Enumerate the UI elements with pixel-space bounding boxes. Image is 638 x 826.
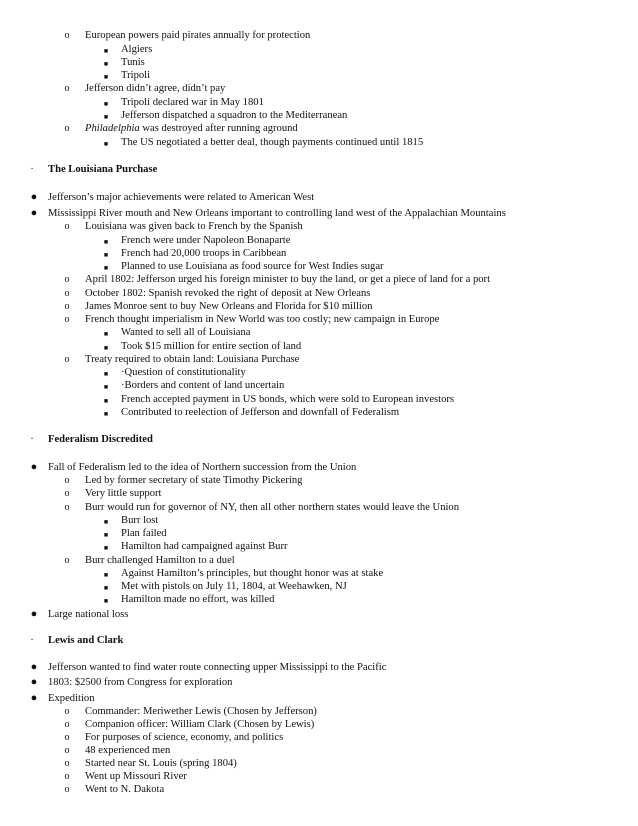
item-text: Large national loss [48, 609, 129, 620]
bullet-circle-icon: o [64, 475, 70, 486]
item-text: Jefferson dispatched a squadron to the Mediterranean [121, 110, 348, 121]
item-text: French thought imperialism in New World was too costly; new campaign in Europe [85, 314, 440, 325]
bullet-circle-icon: o [64, 314, 70, 325]
item-text [85, 122, 298, 135]
item-text: Planned to use Louisiana as food source for West Indies sugar [121, 261, 384, 272]
bullet-disc-icon: ● [30, 191, 38, 203]
item-text: Took $15 million for entire section of land [121, 341, 302, 352]
item-text: French were under Napoleon Bonaparte [121, 235, 291, 246]
item-text: Tunis [121, 57, 145, 68]
item-text: Wanted to sell all of Louisiana [121, 327, 251, 338]
bullet-square-icon: ■ [103, 47, 109, 55]
bullet-circle-icon: o [64, 555, 70, 566]
bullet-circle-icon: o [64, 771, 70, 782]
item-text: Commander: Meriwether Lewis (Chosen by Jefferson) [85, 706, 317, 717]
bullet-circle-icon: o [64, 288, 70, 299]
bullet-circle-icon: o [64, 706, 70, 717]
bullet-square-icon: ■ [103, 264, 109, 272]
bullet-circle-icon: o [64, 758, 70, 769]
bullet-square-icon: ■ [103, 410, 109, 418]
item-text-rest: was destroyed after running aground [139, 123, 298, 134]
bullet-circle-icon: o [64, 488, 70, 499]
bullet-circle-icon: o [64, 301, 70, 312]
item-text: April 1802: Jefferson urged his foreign minister to buy the land, or get a piece of land for a port [85, 274, 491, 285]
item-text: Hamilton had campaigned against Burr [121, 541, 288, 552]
bullet-circle-icon: o [64, 719, 70, 730]
heading-marker-icon: · [30, 434, 34, 445]
heading-text: The Louisiana Purchase [48, 164, 158, 175]
item-text: Started near St. Louis (spring 1804) [85, 758, 237, 769]
bullet-square-icon: ■ [103, 597, 109, 605]
bullet-disc-icon: ● [30, 207, 38, 219]
bullet-square-icon: ■ [103, 330, 109, 338]
bullet-circle-icon: o [64, 123, 70, 134]
bullet-circle-icon: o [64, 83, 70, 94]
heading-marker-icon: · [30, 164, 34, 175]
bullet-circle-icon: o [64, 30, 70, 41]
bullet-disc-icon: ● [30, 676, 38, 688]
bullet-circle-icon: o [64, 354, 70, 365]
item-text: Companion officer: William Clark (Chosen by Lewis) [85, 719, 315, 730]
bullet-circle-icon: o [64, 502, 70, 513]
item-text: Against Hamilton’s principles, but thought honor was at stake [121, 568, 384, 579]
heading-text: Federalism Discredited [48, 434, 153, 445]
item-text: The US negotiated a better deal, though payments continued until 1815 [121, 137, 424, 148]
bullet-circle-icon: o [64, 732, 70, 743]
item-text: Burr would run for governor of NY, then all other northern states would leave the Union [85, 502, 460, 513]
bullet-square-icon: ■ [103, 370, 109, 378]
item-text: Burr lost [121, 515, 159, 526]
bullet-disc-icon: ● [30, 608, 38, 620]
item-text: ·Question of constitutionality [121, 367, 246, 378]
item-text: Treaty required to obtain land: Louisiana Purchase [85, 354, 300, 365]
item-text: Plan failed [121, 528, 167, 539]
item-text: 1803: $2500 from Congress for exploration [48, 677, 233, 688]
heading-text: Lewis and Clark [48, 635, 124, 646]
item-text: French had 20,000 troops in Caribbean [121, 248, 287, 259]
item-text: Jefferson didn’t agree, didn’t pay [85, 83, 226, 94]
bullet-circle-icon: o [64, 221, 70, 232]
item-text: Burr challenged Hamilton to a duel [85, 555, 235, 566]
bullet-square-icon: ■ [103, 397, 109, 405]
italic-text: Philadelphia [85, 123, 140, 134]
bullet-square-icon: ■ [103, 383, 109, 391]
bullet-square-icon: ■ [103, 113, 109, 121]
bullet-square-icon: ■ [103, 518, 109, 526]
bullet-square-icon: ■ [103, 544, 109, 552]
item-text: Met with pistols on July 11, 1804, at Weehawken, NJ [121, 581, 347, 592]
item-text: Jefferson’s major achievements were related to American West [48, 192, 315, 203]
bullet-square-icon: ■ [103, 531, 109, 539]
item-text: Louisiana was given back to French by the Spanish [85, 221, 303, 232]
item-text: Went up Missouri River [85, 771, 187, 782]
item-text: Tripoli [121, 70, 151, 81]
item-text: 48 experienced men [85, 745, 171, 756]
bullet-disc-icon: ● [30, 461, 38, 473]
bullet-circle-icon: o [64, 274, 70, 285]
bullet-square-icon: ■ [103, 344, 109, 352]
bullet-circle-icon: o [64, 745, 70, 756]
item-text: James Monroe sent to buy New Orleans and Florida for $10 million [85, 301, 373, 312]
item-text: Hamilton made no effort, was killed [121, 594, 275, 605]
item-text: Very little support [85, 488, 162, 499]
item-text: For purposes of science, economy, and politics [85, 732, 284, 743]
bullet-square-icon: ■ [103, 584, 109, 592]
item-text: Expedition [48, 693, 95, 704]
item-text: Contributed to reelection of Jefferson and downfall of Federalism [121, 407, 400, 418]
item-text: Tripoli declared war in May 1801 [121, 97, 264, 108]
bullet-square-icon: ■ [103, 238, 109, 246]
bullet-square-icon: ■ [103, 73, 109, 81]
bullet-square-icon: ■ [103, 251, 109, 259]
item-text: Fall of Federalism led to the idea of Northern succession from the Union [48, 462, 357, 473]
item-text: Led by former secretary of state Timothy Pickering [85, 475, 303, 486]
item-text: Went to N. Dakota [85, 784, 165, 795]
bullet-square-icon: ■ [103, 100, 109, 108]
bullet-square-icon: ■ [103, 140, 109, 148]
item-text: Jefferson wanted to find water route connecting upper Mississippi to the Pacific [48, 662, 387, 673]
item-text: European powers paid pirates annually for protection [85, 30, 311, 41]
bullet-disc-icon: ● [30, 692, 38, 704]
item-text: Algiers [121, 44, 153, 55]
bullet-square-icon: ■ [103, 60, 109, 68]
item-text: ·Borders and content of land uncertain [121, 380, 285, 391]
heading-marker-icon: · [30, 635, 34, 646]
item-text: Mississippi River mouth and New Orleans important to controlling land west of the Appalachian Mountains [48, 208, 506, 219]
bullet-disc-icon: ● [30, 661, 38, 673]
bullet-circle-icon: o [64, 784, 70, 795]
item-text: French accepted payment in US bonds, which were sold to European investors [121, 394, 455, 405]
item-text: October 1802: Spanish revoked the right of deposit at New Orleans [85, 288, 371, 299]
bullet-square-icon: ■ [103, 571, 109, 579]
